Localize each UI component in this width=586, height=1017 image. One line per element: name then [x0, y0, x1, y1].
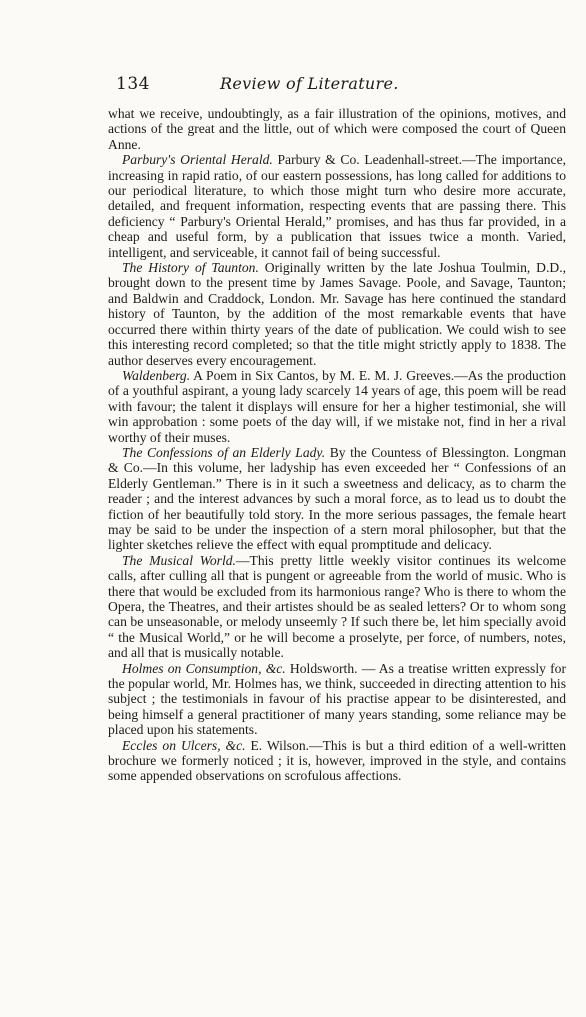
review-body: —This pretty little weekly visitor continues its welcome calls, after culling all that is pungent or agreeable from the world of music. Who is there that would be excluded from its harmonious range? Who is there to whom the Opera, the Theatres, and their artistes should be as sealed letters? Or to whom song can be unseasonable, or melody unseemly ? If such there be, let him specially avoid “ the Musical World,” or he will become a proselyte, per force, of numbers, notes, and all that is musically notable.	[108, 552, 566, 661]
review-title: Holmes on Consumption, &c.	[122, 660, 286, 676]
review-entry-holmes-on-consumption	[108, 661, 566, 738]
review-body: A Poem in Six Cantos, by M. E. M. J. Greeves.—As the production of a youthful aspirant, a young lady scarcely 14 years of age, this poem will be read with favour; the talent it displays will ensure for her a higher testimonial, she will win approbation : some poets of the day will, if we mistake not, find in her a rival worthy of their muses.	[108, 367, 566, 445]
running-title: Review of Literature.	[220, 74, 399, 93]
review-title: The History of Taunton.	[122, 260, 259, 276]
review-body: Parbury & Co. Leadenhall-street.—The importance, increasing in rapid ratio, of our eastern possessions, has long called for additions to our periodical literature, to which those might turn who desire more accurate, detailed, and frequent information, respecting events that are passing there. This deficiency “ Parbury's Oriental Herald,” promises, and has thus far provided, in a cheap and useful form, by a publication that issues twice a month. Varied, intelligent, and serviceable, it cannot fail of being successful.	[108, 152, 567, 260]
review-body: Holdsworth. — As a treatise written expressly for the popular world, Mr. Holmes has, we think, succeeded in directing attention to his subject ; the testimonials in favour of his practise appear to be disinterested, and being himself a general practitioner of many years standing, some reliance may be placed upon his statements.	[108, 660, 566, 738]
review-title: Eccles on Ulcers, &c.	[122, 737, 246, 753]
review-entry-eccles-on-ulcers	[108, 738, 566, 784]
review-body: Originally written by the late Joshua Toulmin, D.D., brought down to the present time by James Savage. Poole, and Savage, Taunton; and Baldwin and Craddock, London. Mr. Savage has here continued the standard history of Taunton, by the addition of the most remarkable events that have occurred there within thirty years of the date of publication. We could wish to see this interesting record completed; so that the title might strictly apply to 1838. The author deserves every encouragement.	[108, 260, 566, 368]
review-entry-oriental-herald	[108, 152, 566, 260]
review-title: Parbury's Oriental Herald.	[122, 152, 273, 168]
page-header	[108, 74, 568, 98]
paragraph-text: what we receive, undoubtingly, as a fair illustration of the opinions, motives, and actions of the great and the little, out of which were composed the court of Queen Anne.	[108, 106, 566, 152]
page-number: 134	[116, 74, 150, 94]
review-text	[108, 106, 566, 784]
review-title: The Musical World.	[122, 552, 236, 568]
review-title: Waldenberg.	[122, 367, 191, 383]
review-entry-confessions	[108, 445, 566, 553]
review-entry-musical-world	[108, 553, 566, 661]
review-title: The Confessions of an Elderly Lady.	[122, 444, 326, 460]
continued-paragraph	[108, 106, 566, 152]
review-body: By the Countess of Blessington. Longman & Co.—In this volume, her ladyship has even exceeded her “ Confessions of an Elderly Gentleman.” There is in it such a sweetness and delicacy, as to charm the reader ; and the interest advances by such a moral force, as to lead us to doubt the fiction of her beautifully told story. In the more serious passages, the female heart may be said to be under the inspection of a stern moral philosopher, but that the lighter sketches relieve the effect with equal promptitude and delicacy.	[108, 444, 566, 553]
review-body: E. Wilson.—This is but a third edition of a well-written brochure we formerly noticed ; it is, however, improved in the style, and contains some appended observations on scrofulous affections.	[108, 737, 566, 784]
review-entry-history-of-taunton	[108, 260, 566, 368]
review-entry-waldenberg	[108, 368, 566, 445]
